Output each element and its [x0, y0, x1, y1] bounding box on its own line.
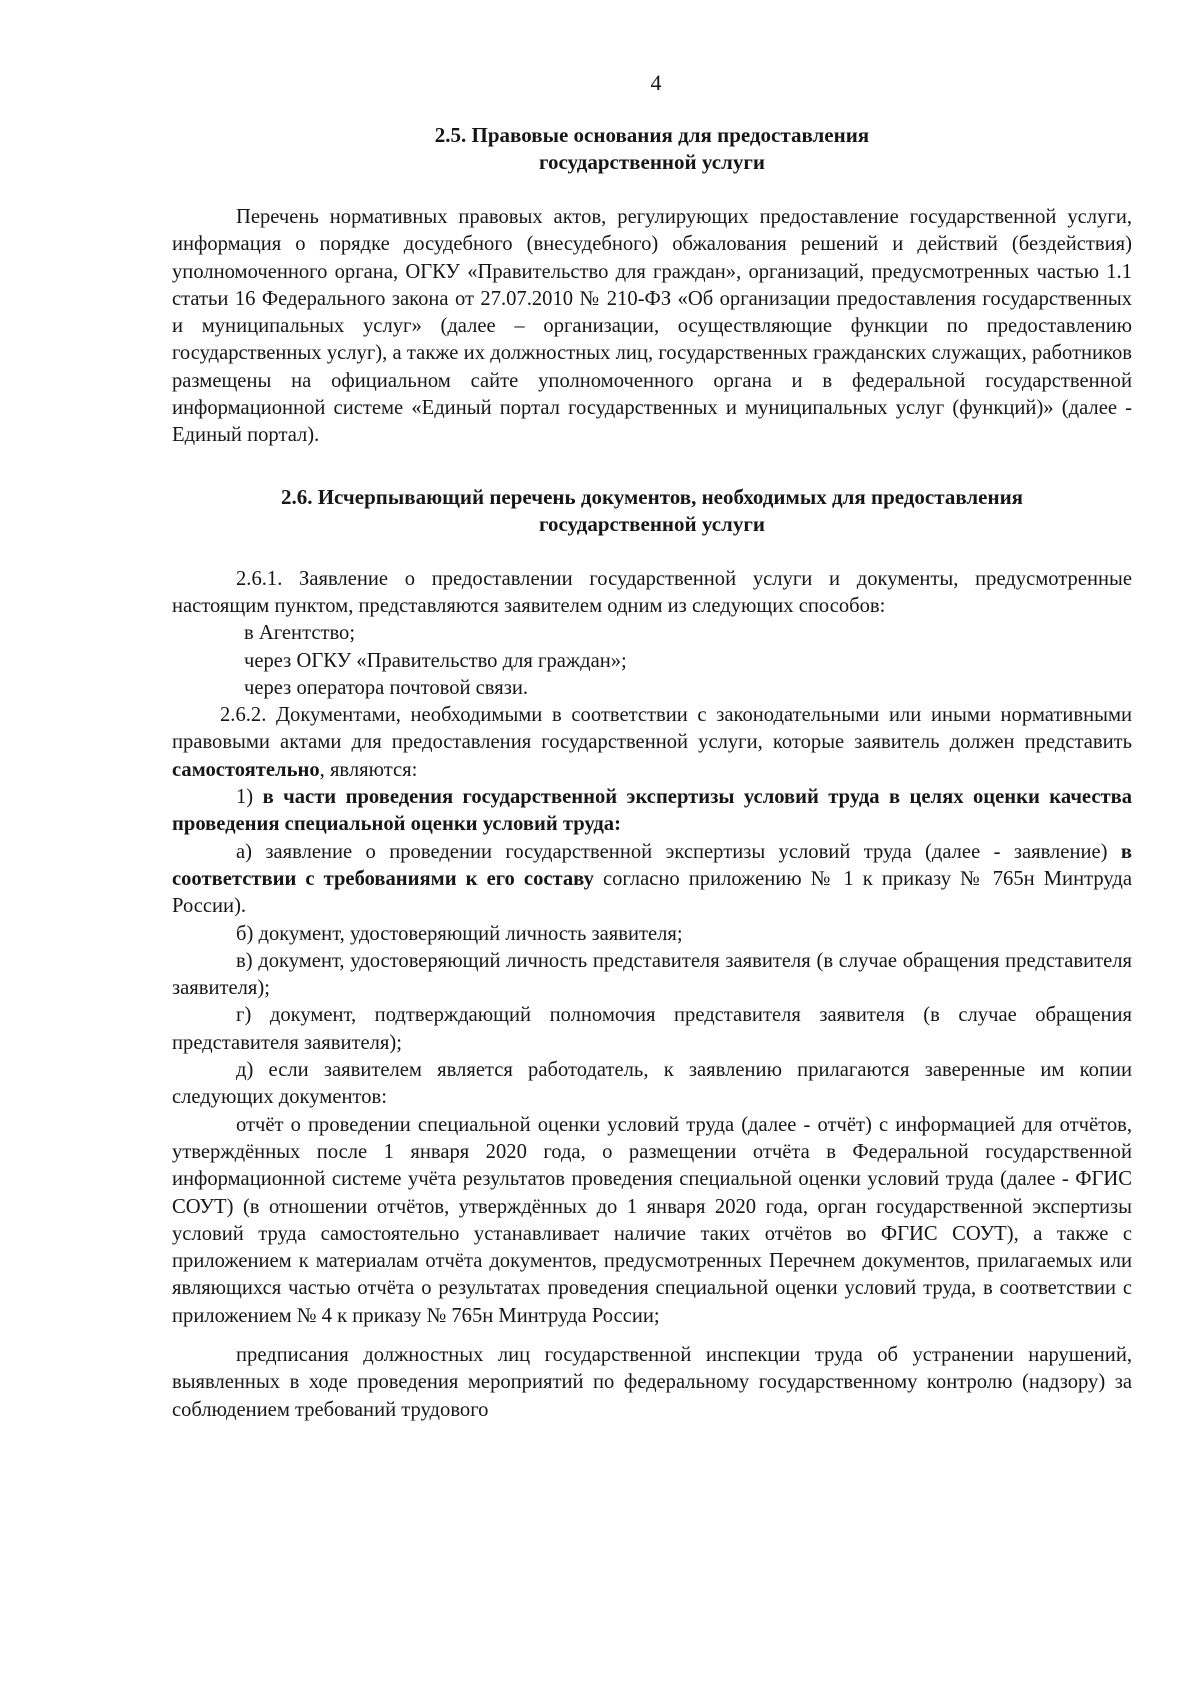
- item-b: б) документ, удостоверяющий личность заявителя;: [236, 922, 683, 945]
- orders-paragraph: предписания должностных лиц государственной инспекции труда об устранении нарушений, выявленных в ходе проведения мероприятий по федеральному государственному контролю (надзору) за соблюдением требований трудового: [172, 1343, 1132, 1421]
- section-2-5-title-line-2: государственной услуги: [539, 150, 765, 174]
- report-paragraph: отчёт о проведении специальной оценки условий труда (далее - отчёт) с информацией для отчётов, утверждённых после 1 января 2020 года, о размещении отчёта в Федеральной государственной информационной системе учёта результатов проведения специальной оценки условий труда (далее - ФГИС СОУТ) (в отношении отчётов, утверждённых до 1 января 2020 года, орган государственной экспертизы условий труда самостоятельно устанавливает наличие таких отчётов во ФГИС СОУТ), а также с приложением к материалам отчёта документов, предусмотренных Перечнем документов, прилагаемых или являющихся частью отчёта о результатах проведения специальной оценки условий труда, в соответствии с приложением № 4 к приказу № 765н Минтруда России;: [172, 1113, 1132, 1327]
- page-number: 4: [650, 70, 662, 95]
- text-run: 2.6.2. Документами, необходимыми в соответствии с законодательными или иными нормативными правовыми актами для предоставления государственной услуги, которые заявитель должен представить: [172, 704, 1132, 754]
- emphasis-text: в соответствии с требованиями к его составу: [172, 840, 1132, 890]
- item-a: [172, 839, 1132, 921]
- list-item: через ОГКУ «Правительство для граждан»;: [244, 649, 627, 672]
- document-page: [172, 70, 1132, 1424]
- section-2-5-paragraph: Перечень нормативных правовых актов, регулирующих предоставление государственной услуги, информация о порядке досудебного (внесудебного) обжалования решений и действий (бездействия) уполномоченного органа, ОГКУ «Правительство для граждан», организаций, предусмотренных частью 1.1 статьи 16 Федерального закона от 27.07.2010 № 210-ФЗ «Об организации предоставления государственных и муниципальных услуг» (далее – организации, осуществляющие функции по предоставлению государственных услуг), а также их должностных лиц, государственных гражданских служащих, работников размещены на официальном сайте уполномоченного органа и в федеральной государственной информационной системе «Единый портал государственных и муниципальных услуг (функций)» (далее - Единый портал).: [172, 206, 1132, 447]
- submission-ways-list: [172, 620, 1132, 702]
- emphasis-text: в части проведения государственной экспертизы условий труда в целях оценки качества проведения специальной оценки условий труда:: [172, 786, 1132, 836]
- text-run: а) заявление о проведении государственной экспертизы условий труда (далее - заявление): [236, 840, 1121, 863]
- paragraph-2-6-1: 2.6.1. Заявление о предоставлении государственной услуги и документы, предусмотренные настоящим пунктом, представляются заявителем одним из следующих способов:: [172, 567, 1132, 617]
- paragraph-2-6-2: [172, 702, 1132, 784]
- section-2-5-heading: [172, 122, 1132, 176]
- item-d: д) если заявителем является работодатель, к заявлению прилагаются заверенные им копии следующих документов:: [172, 1059, 1132, 1109]
- emphasis-text: самостоятельно: [172, 758, 320, 781]
- section-2-6-title-line-1: 2.6. Исчерпывающий перечень документов, необходимых для предоставления: [280, 484, 1024, 509]
- text-run: , являются:: [319, 758, 418, 781]
- section-2-5-title-line-1: 2.5. Правовые основания для предоставления: [434, 123, 870, 147]
- item-g: г) документ, подтверждающий полномочия представителя заявителя (в случае обращения представителя заявителя);: [172, 1004, 1132, 1054]
- item-1: [172, 784, 1132, 839]
- item-number: 1): [236, 786, 263, 809]
- text-run: согласно приложению № 1 к приказу № 765н Минтруда России).: [172, 867, 1132, 918]
- item-v: в) документ, удостоверяющий личность представителя заявителя (в случае обращения представителя заявителя);: [172, 949, 1132, 1000]
- section-2-6-heading: [172, 484, 1132, 538]
- section-2-6-title-line-2: государственной услуги: [539, 511, 765, 536]
- list-item: в Агентство;: [244, 622, 356, 645]
- list-item: через оператора почтовой связи.: [244, 676, 529, 699]
